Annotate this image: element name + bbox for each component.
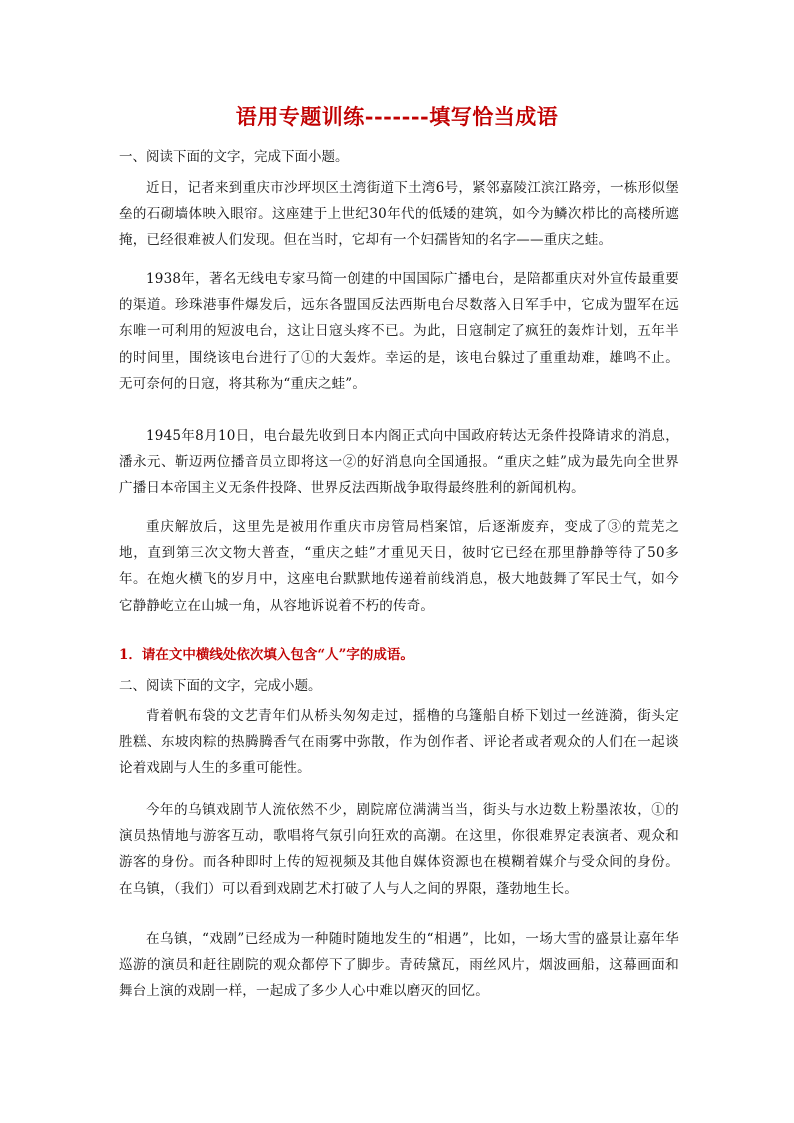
section-2-paragraph-3: 在乌镇，“戏剧”已经成为一种随时随地发生的“相遇”，比如，一场大雪的盛景让嘉年华巡游的演员和赶往剧院的观众都停下了脚步。青砖黛瓦，雨丝风片，烟波画船，这幕画面和舞台上演的戏剧一样，一起成了多少人心中难以磨灭的回忆。 bbox=[119, 931, 679, 1000]
section-1-paragraph-1: 近日，记者来到重庆市沙坪坝区土湾街道下土湾6号，紧邻嘉陵江滨江路旁，一栋形似堡垒的石砌墙体映入眼帘。这座建于上世纪30年代的低矮的建筑，如今为鳞次栉比的高楼所遮掩，已经很难被人们发现。但在当时，它却有一个妇孺皆知的名字——重庆之蛙。 bbox=[119, 180, 679, 249]
section-1-heading: 一、阅读下面的文字，完成下面小题。 bbox=[119, 149, 349, 165]
section-2-paragraph-2: 今年的乌镇戏剧节人流依然不少，剧院席位满满当当，街头与水边数上粉墨浓妆，①的演员热情地与游客互动，歌唱将气氛引向狂欢的高潮。在这里，你很难界定表演者、观众和游客的身份。而各种即时上传的短视频及其他自媒体资源也在模糊着媒介与受众间的身份。在乌镇，（我们）可以看到戏剧艺术打破了人与人之间的界限，蓬勃地生长。 bbox=[119, 802, 679, 897]
question-1: 1．请在文中横线处依次填入包含“人”字的成语。 bbox=[119, 647, 414, 663]
page-title: 语用专题训练-------填写恰当成语 bbox=[235, 104, 559, 129]
section-1-paragraph-3: 1945年8月10日，电台最先收到日本内阁正式向中国政府转达无条件投降请求的消息，潘永元、靳迈两位播音员立即将这一②的好消息向全国通报。“重庆之蛙”成为最先向全世界广播日本帝国主义无条件投降、世界反法西斯战争取得最终胜利的新闻机构。 bbox=[119, 428, 679, 497]
section-1-paragraph-4: 重庆解放后，这里先是被用作重庆市房管局档案馆，后逐渐废弃，变成了③的荒芜之地，直到第三次文物大普查，“重庆之蛙”才重见天日，彼时它已经在那里静静等待了50多年。在炮火横飞的岁月中，这座电台默默地传递着前线消息，极大地鼓舞了军民士气，如今它静静屹立在山城一角，从容地诉说着不朽的传奇。 bbox=[119, 519, 679, 614]
section-1-paragraph-2: 1938年，著名无线电专家马简一创建的中国国际广播电台，是陪都重庆对外宣传最重要的渠道。珍珠港事件爆发后，远东各盟国反法西斯电台尽数落入日军手中，它成为盟军在远东唯一可利用的短波电台，这让日寇头疼不已。为此，日寇制定了疯狂的轰炸计划，五年半的时间里，围绕该电台进行了①的大轰炸。幸运的是，该电台躲过了重重劫难，雄鸣不止。无可奈何的日寇，将其称为“重庆之蛙”。 bbox=[119, 271, 679, 392]
section-2-paragraph-1: 背着帆布袋的文艺青年们从桥头匆匆走过，摇橹的乌篷船自桥下划过一丝涟漪，街头定胜糕、东坡肉粽的热腾腾香气在雨雾中弥散，作为创作者、评论者或者观众的人们在一起谈论着戏剧与人生的多重可能性。 bbox=[119, 708, 679, 777]
section-2-heading: 二、阅读下面的文字，完成小题。 bbox=[119, 678, 322, 694]
